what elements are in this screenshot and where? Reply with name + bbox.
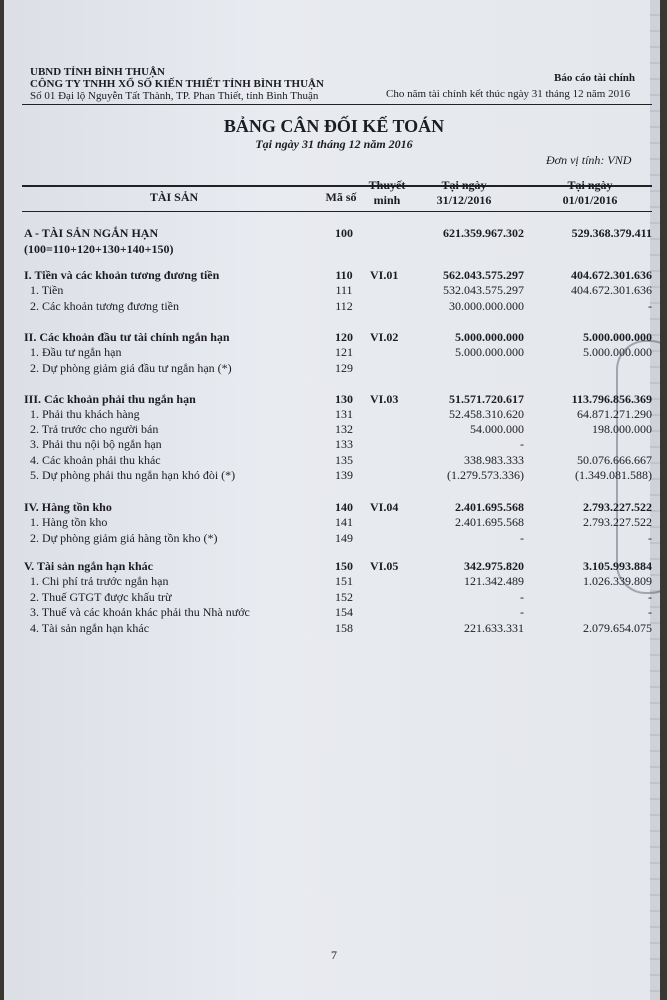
row-label: 1. Hàng tồn kho — [30, 515, 108, 529]
row-note: VI.05 — [370, 559, 399, 573]
row-code: 139 — [335, 468, 353, 482]
row-current-value: - — [520, 437, 524, 451]
row-current-value: 532.043.575.297 — [443, 283, 524, 297]
company-name: CÔNG TY TNHH XỔ SỐ KIẾN THIẾT TỈNH BÌNH THUẬN — [30, 78, 324, 90]
row-prior-value: 2.793.227.522 — [583, 515, 652, 529]
col-current-1: Tại ngày — [441, 178, 487, 192]
row-prior-value: 3.105.993.884 — [583, 559, 652, 573]
row-note: VI.03 — [370, 392, 399, 406]
page-number: 7 — [331, 948, 337, 962]
col-current-2: 31/12/2016 — [436, 193, 492, 207]
col-note-2: minh — [373, 193, 401, 207]
row-prior-value: 529.368.379.411 — [571, 226, 652, 240]
row-prior-value: - — [648, 299, 652, 313]
row-label: 2. Dự phòng giảm giá hàng tồn kho (*) — [30, 531, 218, 545]
row-prior-value: 2.079.654.075 — [583, 621, 652, 635]
row-code: 131 — [335, 407, 353, 421]
row-current-value: 338.983.333 — [464, 453, 524, 467]
row-prior-value: 404.672.301.636 — [571, 268, 652, 282]
row-label: 2. Các khoản tương đương tiền — [30, 299, 180, 313]
row-prior-value: - — [648, 605, 652, 619]
row-current-value: 342.975.820 — [464, 559, 524, 573]
document-date: Tại ngày 31 tháng 12 năm 2016 — [255, 137, 413, 151]
row-prior-value: 1.026.339.809 — [583, 574, 652, 588]
company-address: Số 01 Đại lộ Nguyễn Tất Thành, TP. Phan Thiết, tỉnh Bình Thuận — [30, 90, 319, 102]
row-prior-value: 64.871.271.290 — [577, 407, 652, 421]
document-page — [4, 0, 660, 1000]
row-note: VI.01 — [370, 268, 399, 282]
row-prior-value: 404.672.301.636 — [571, 283, 652, 297]
row-note: VI.02 — [370, 330, 399, 344]
row-current-value: (1.279.573.336) — [447, 468, 524, 482]
row-current-value: - — [520, 590, 524, 604]
row-current-value: 121.342.489 — [464, 574, 524, 588]
row-label: 1. Chi phí trả trước ngắn hạn — [30, 574, 169, 588]
row-label: A - TÀI SẢN NGẮN HẠN — [24, 226, 159, 240]
company-seal — [616, 340, 660, 594]
row-code: 111 — [335, 283, 353, 297]
row-code: 121 — [335, 345, 353, 359]
row-label: 2. Thuế GTGT được khấu trừ — [30, 590, 172, 604]
col-note-1: Thuyết — [368, 178, 406, 192]
row-current-value: - — [520, 531, 524, 545]
col-asset: TÀI SẢN — [149, 190, 199, 204]
row-code: 133 — [335, 437, 353, 451]
row-code: 129 — [335, 361, 353, 375]
col-prior-2: 01/01/2016 — [562, 193, 618, 207]
row-code: 158 — [335, 621, 353, 635]
row-current-value: 5.000.000.000 — [455, 330, 524, 344]
row-label: 1. Đầu tư ngắn hạn — [30, 345, 122, 359]
row-label: III. Các khoản phải thu ngắn hạn — [24, 392, 196, 406]
row-code: 154 — [335, 605, 353, 619]
row-prior-value: 50.076.666.667 — [577, 453, 652, 467]
row-code: 149 — [335, 531, 353, 545]
row-prior-value: (1.349.081.588) — [575, 468, 652, 482]
row-label: 5. Dự phòng phải thu ngắn hạn khó đòi (*) — [30, 468, 236, 482]
row-label: 1. Tiền — [30, 283, 64, 297]
unit-label: Đơn vị tính: VND — [546, 153, 632, 167]
row-current-value: 5.000.000.000 — [455, 345, 524, 359]
row-current-value: - — [520, 605, 524, 619]
row-code: 110 — [335, 268, 353, 282]
col-code: Mã số — [325, 190, 357, 204]
row-current-value: 52.458.310.620 — [449, 407, 524, 421]
row-label: 4. Các khoản phải thu khác — [30, 453, 161, 467]
row-label: 1. Phải thu khách hàng — [30, 407, 140, 421]
row-prior-value: 5.000.000.000 — [583, 330, 652, 344]
row-current-value: 2.401.695.568 — [455, 500, 524, 514]
row-code: 112 — [335, 299, 353, 313]
row-prior-value: 5.000.000.000 — [583, 345, 652, 359]
row-code: 150 — [335, 559, 353, 573]
row-label: 2. Dự phòng giảm giá đầu tư ngắn hạn (*) — [30, 361, 232, 375]
table-header-rule — [22, 211, 652, 212]
row-label: I. Tiền và các khoản tương đương tiền — [24, 268, 220, 282]
row-code: 132 — [335, 422, 353, 436]
document-title: BẢNG CÂN ĐỐI KẾ TOÁN — [223, 116, 445, 136]
row-label: V. Tài sản ngắn hạn khác — [24, 559, 153, 573]
row-prior-value: 198.000.000 — [592, 422, 652, 436]
report-period: Cho năm tài chính kết thúc ngày 31 tháng 12 năm 2016 — [386, 88, 631, 100]
row-code: 141 — [335, 515, 353, 529]
row-prior-value: - — [648, 590, 652, 604]
row-prior-value: 2.793.227.522 — [583, 500, 652, 514]
row-prior-value: 113.796.856.369 — [571, 392, 652, 406]
row-current-value: 621.359.967.302 — [443, 226, 524, 240]
row-current-value: 2.401.695.568 — [455, 515, 524, 529]
row-code: 120 — [335, 330, 353, 344]
row-code: 140 — [335, 500, 353, 514]
row-current-value: 30.000.000.000 — [449, 299, 524, 313]
row-current-value: 54.000.000 — [470, 422, 524, 436]
row-code: 152 — [335, 590, 353, 604]
row-label: 3. Phải thu nội bộ ngắn hạn — [30, 437, 162, 451]
row-note: VI.04 — [370, 500, 399, 514]
row-label: (100=110+120+130+140+150) — [24, 242, 174, 256]
row-prior-value: - — [648, 531, 652, 545]
row-code: 151 — [335, 574, 353, 588]
row-current-value: 562.043.575.297 — [443, 268, 524, 282]
row-code: 130 — [335, 392, 353, 406]
col-prior-1: Tại ngày — [567, 178, 613, 192]
row-current-value: 51.571.720.617 — [449, 392, 524, 406]
report-type: Báo cáo tài chính — [554, 72, 635, 84]
row-label: II. Các khoản đầu tư tài chính ngắn hạn — [24, 330, 230, 344]
row-label: 2. Trả trước cho người bán — [30, 422, 159, 436]
row-label: 4. Tài sản ngắn hạn khác — [30, 621, 150, 635]
authority-name: UBND TỈNH BÌNH THUẬN — [30, 66, 165, 78]
row-code: 100 — [335, 226, 353, 240]
row-current-value: 221.633.331 — [464, 621, 524, 635]
header-divider — [22, 104, 652, 105]
row-code: 135 — [335, 453, 353, 467]
row-label: 3. Thuế và các khoản khác phải thu Nhà nước — [30, 605, 250, 619]
row-label: IV. Hàng tồn kho — [24, 500, 112, 514]
